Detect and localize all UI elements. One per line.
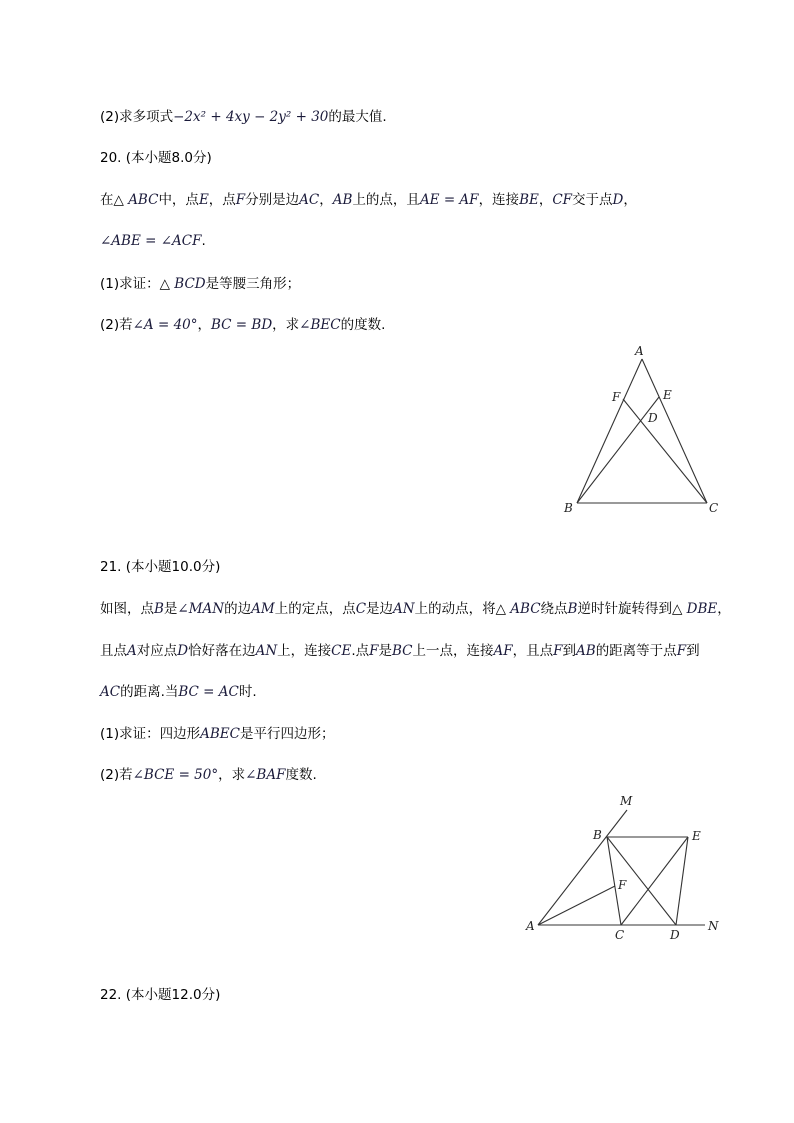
text-segment: 如图，点 [100,601,154,617]
math-expression: BCD [174,276,206,292]
math-expression: CE [331,643,352,659]
text-segment: .点 [351,643,370,659]
label-c: C [615,928,625,942]
text-segment: ， [319,192,333,208]
text-segment: (1)求证：四边形 [100,726,201,742]
label-d: D [648,411,658,425]
text-segment: (2)求多项式 [100,109,174,125]
text-segment: 是边 [366,601,394,617]
label-f: F [618,878,627,892]
text-segment: ，且点 [512,643,554,659]
math-expression: AM [251,601,275,617]
math-expression: AC [100,684,121,700]
text-segment: 绕点 [540,601,568,617]
math-expression: ∠BAF [245,767,286,783]
math-expression: D [177,643,189,659]
text-segment: 时. [238,684,257,700]
math-expression: BC [392,643,413,659]
text-segment: ，求 [218,767,246,783]
math-expression: ∠BEC [299,317,341,333]
text-segment: 21. (本小题10.0分) [100,559,221,575]
text-segment: . [201,233,206,249]
math-expression: B [154,601,164,617]
math-expression: BC = BD [211,317,273,333]
label-e: E [692,829,701,843]
math-expression: ABC [510,601,541,617]
math-expression: F [553,643,563,659]
math-expression: BC = AC [178,684,239,700]
text-segment: 在△ [100,192,129,208]
math-expression: AB [576,643,596,659]
label-c: C [709,501,719,515]
math-expression: AN [255,643,278,659]
text-segment: 分别是边 [245,192,300,208]
text-segment: 的距离.当 [120,684,179,700]
math-expression: AB [332,192,353,208]
text-segment: 的最大值. [328,109,387,125]
math-expression: ABC [128,192,159,208]
text-segment: 的边 [224,601,252,617]
label-b: B [564,501,573,515]
math-expression: AE = AF [419,192,479,208]
text-segment: 上的定点，点 [274,601,356,617]
label-f: F [612,390,621,404]
label-e: E [663,388,672,402]
ray-am [538,810,627,925]
label-n: N [708,919,719,933]
text-segment: 是 [378,643,392,659]
text-segment: ， [538,192,553,208]
text-segment: 恰好落在边 [188,643,256,659]
text-segment: 交于点 [572,192,613,208]
math-expression: E [198,192,209,208]
text-segment: 的距离等于点 [595,643,677,659]
math-expression: F [369,643,379,659]
math-expression: ∠BCE = 50° [132,767,219,783]
text-segment: 到 [562,643,577,659]
math-expression: −2x² + 4xy − 2y² + 30 [173,109,329,125]
text-segment: 逆时针旋转得到△ [577,601,687,617]
text-segment: 对应点 [136,643,178,659]
math-expression: F [235,192,246,208]
math-expression: CF [552,192,573,208]
text-segment: (2)若 [100,317,133,333]
math-expression: DBE [686,601,718,617]
math-expression: ∠A = 40° [132,317,198,333]
segment-af [538,886,615,925]
text-segment: 上的点，且 [352,192,420,208]
text-segment: 20. (本小题8.0分) [100,150,212,166]
math-expression: F [676,643,687,659]
text-segment: ，求 [272,317,300,333]
math-expression: C [355,601,367,617]
text-segment: (1)求证：△ [100,276,175,292]
math-expression: AN [393,601,415,617]
label-a: A [635,344,644,358]
text-segment: ，连接 [478,192,520,208]
text-segment: ，点 [208,192,236,208]
text-segment: ， [623,192,637,208]
math-expression: A [127,643,137,659]
label-b: B [593,828,602,842]
math-expression: BE [519,192,539,208]
math-expression: ∠MAN [177,601,225,617]
label-m: M [620,794,633,808]
math-expression: ∠ABE = ∠ACF [100,233,202,249]
math-expression: AC [299,192,320,208]
text-segment: (2)若 [100,767,133,783]
segment-ac [642,359,707,503]
text-segment: 是平行四边形； [239,726,335,742]
text-segment: ， [717,601,731,617]
math-expression: D [612,192,624,208]
segment-cf [623,399,707,503]
label-a: A [526,919,535,933]
text-segment: 上，连接 [277,643,332,659]
text-segment: 的度数. [340,317,386,333]
text-segment: 度数. [285,767,317,783]
label-d: D [670,928,680,942]
text-segment: 22. (本小题12.0分) [100,987,221,1003]
math-expression: ABEC [200,726,240,742]
math-expression: AF [493,643,513,659]
text-segment: 到 [686,643,700,659]
text-segment: ， [197,317,212,333]
text-segment: 是等腰三角形； [205,276,301,292]
text-segment: 是 [163,601,178,617]
text-segment: 中，点 [158,192,199,208]
text-segment: 上一点，连接 [412,643,494,659]
math-expression: B [567,601,578,617]
text-segment: 且点 [100,643,127,659]
text-segment: 上的动点，将△ [414,601,511,617]
